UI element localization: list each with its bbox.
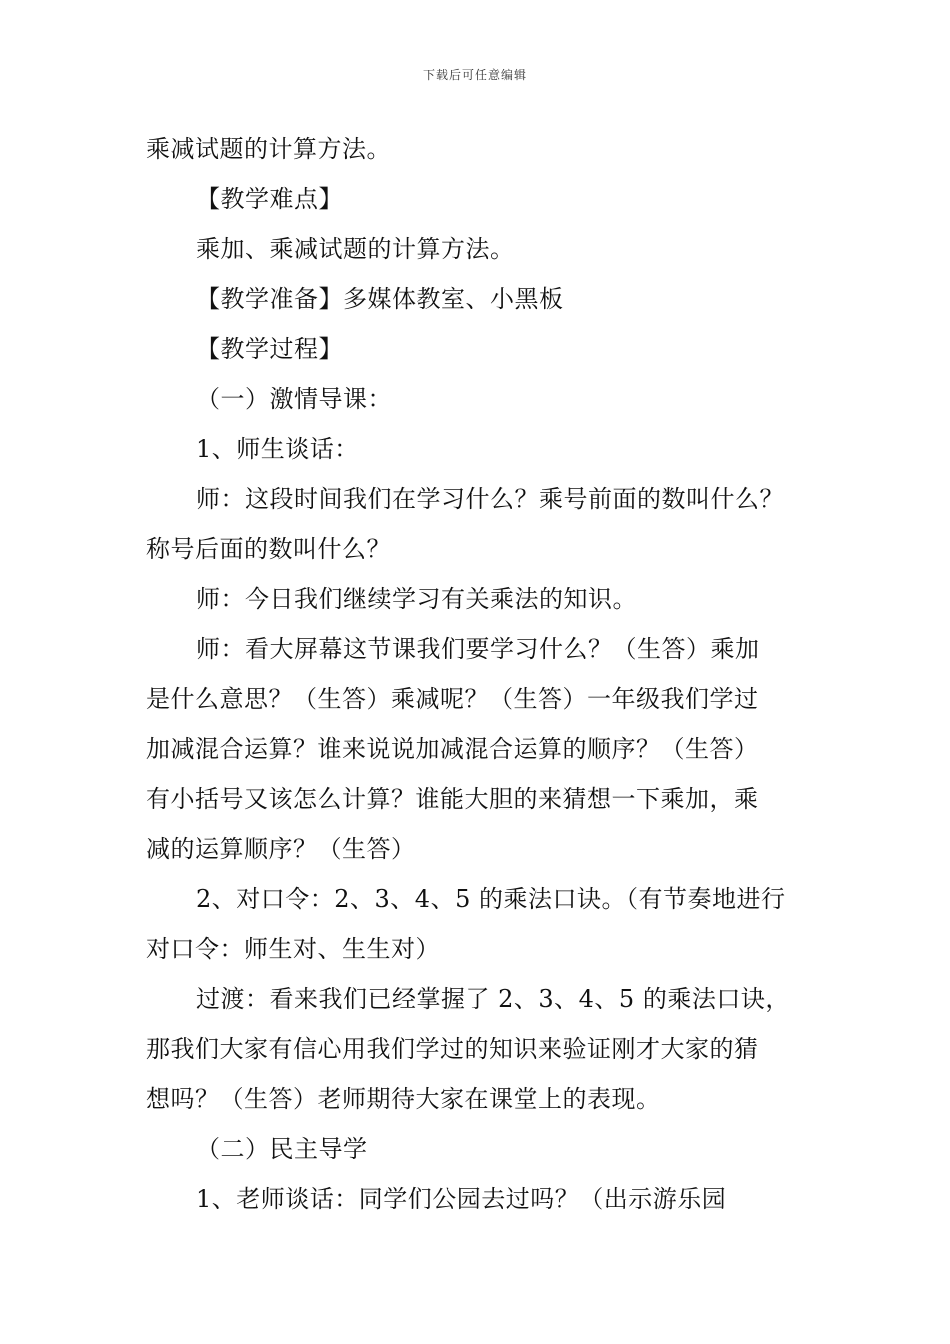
body-line-17: 对口令：师生对、生生对） [146,935,440,963]
subsection-heading-intro: （一）激情导课： [196,385,392,413]
section-heading-process: 【教学过程】 [196,335,343,363]
body-line-10: 师：今日我们继续学习有关乘法的知识。 [196,585,637,613]
body-line-7: 1、师生谈话： [196,435,359,463]
section-heading-preparation: 【教学准备】多媒体教室、小黑板 [196,285,564,313]
section-heading-difficulty: 【教学难点】 [196,185,343,213]
body-line-12: 是什么意思？（生答）乘减呢？（生答）一年级我们学过 [146,685,759,713]
body-line-1: 乘减试题的计算方法。 [146,135,391,163]
body-line-19: 那我们大家有信心用我们学过的知识来验证刚才大家的猜 [146,1035,759,1063]
page-header: 下载后可任意编辑 [422,68,527,82]
body-line-8: 师：这段时间我们在学习什么？乘号前面的数叫什么？ [196,485,784,513]
body-line-9: 称号后面的数叫什么？ [146,535,391,563]
body-line-22: 1、老师谈话：同学们公园去过吗？（出示游乐园 [196,1185,727,1213]
body-line-18: 过渡：看来我们已经掌握了 2、3、4、5 的乘法口诀， [196,985,790,1013]
body-line-15: 减的运算顺序？（生答） [146,835,416,863]
subsection-heading-guided: （二）民主导学 [196,1135,368,1163]
body-line-20: 想吗？（生答）老师期待大家在课堂上的表现。 [146,1085,661,1113]
body-line-11: 师：看大屏幕这节课我们要学习什么？（生答）乘加 [196,635,760,663]
body-line-14: 有小括号又该怎么计算？谁能大胆的来猜想一下乘加，乘 [146,785,759,813]
body-line-3: 乘加、乘减试题的计算方法。 [196,235,515,263]
body-line-16: 2、对口令：2、3、4、5 的乘法口诀。（有节奏地进行 [196,885,786,913]
body-line-13: 加减混合运算？谁来说说加减混合运算的顺序？（生答） [146,735,759,763]
